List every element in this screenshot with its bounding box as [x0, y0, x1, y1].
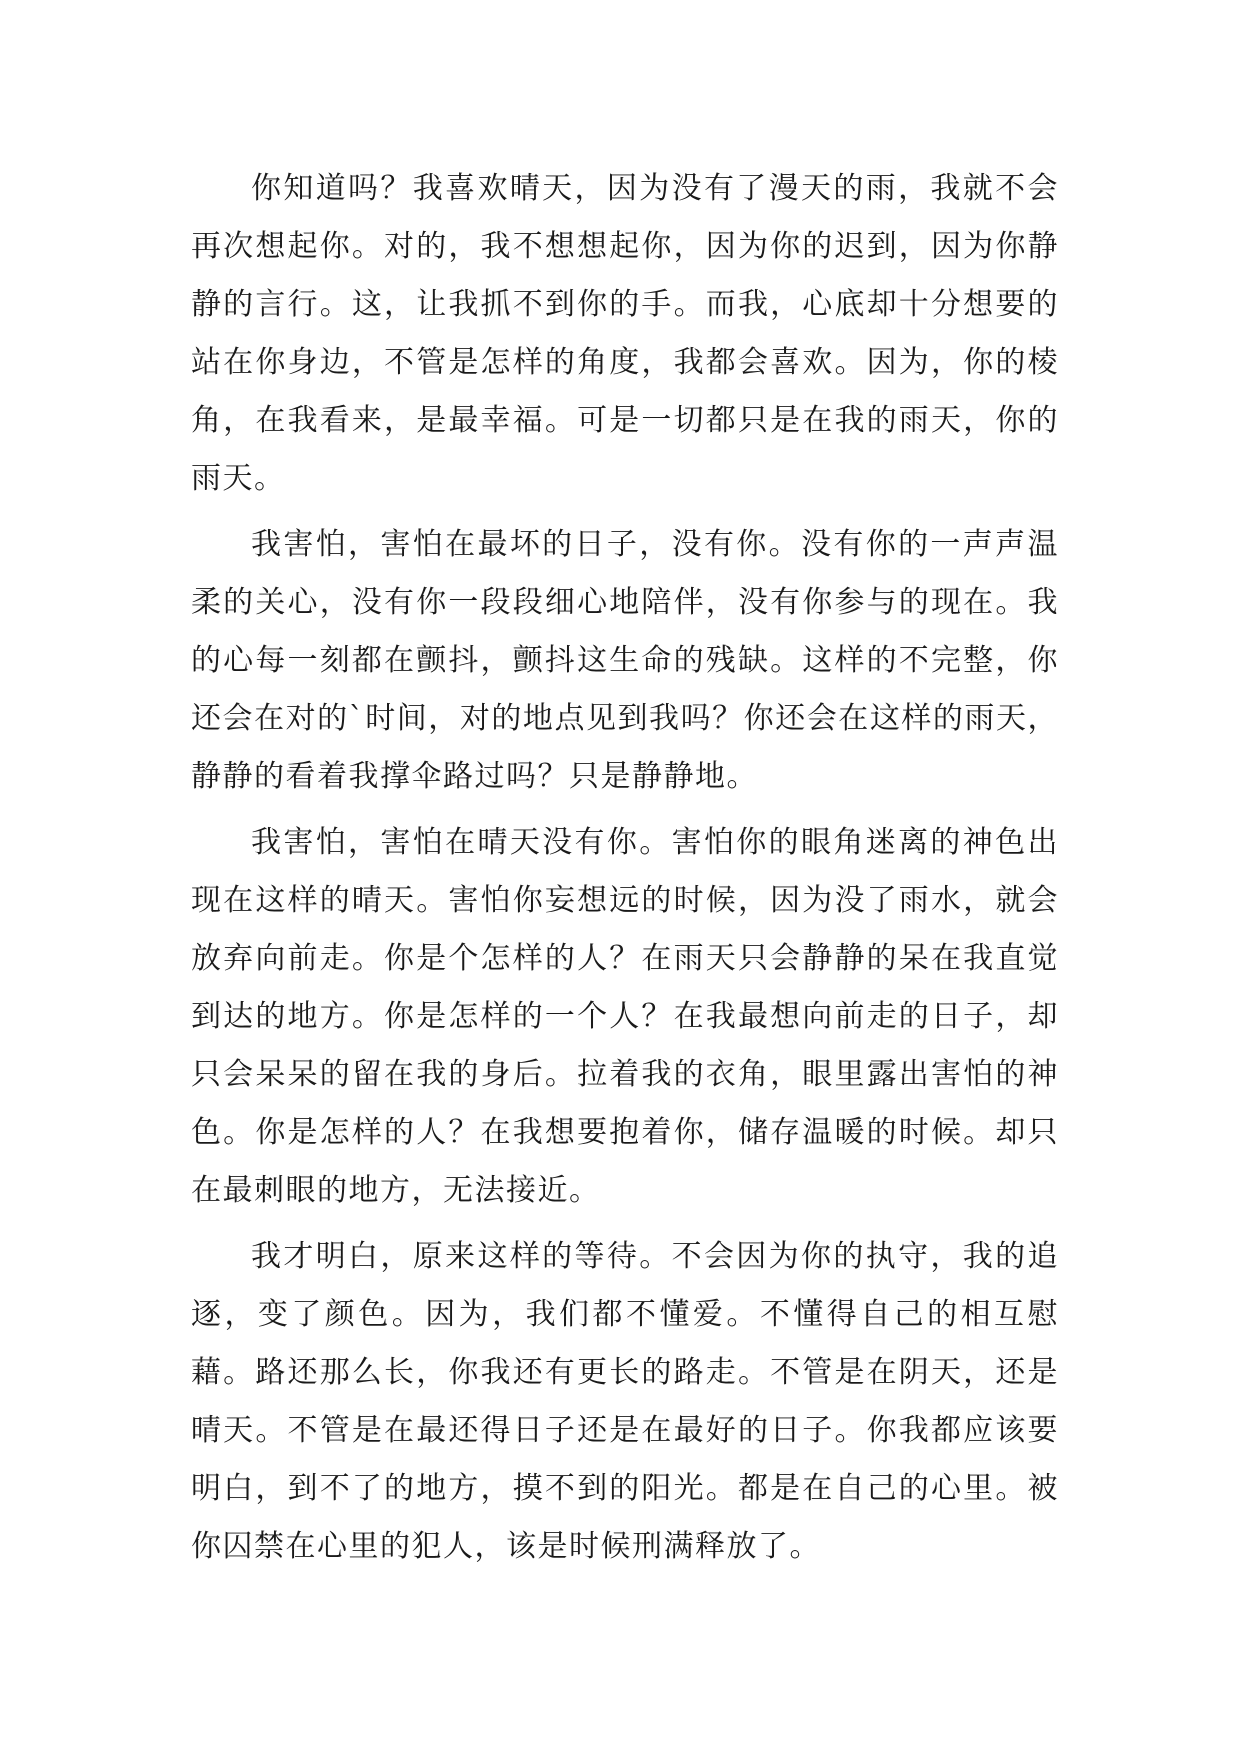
- paragraph-2: 我害怕，害怕在最坏的日子，没有你。没有你的一声声温柔的关心，没有你一段段细心地陪伴，没有你参与的现在。我的心每一刻都在颤抖，颤抖这生命的残缺。这样的不完整，你还会在对的`时间，对的地点见到我吗？你还会在这样的雨天，静静的看着我撑伞路过吗？只是静静地。: [191, 527, 1059, 794]
- paragraph-4: 我才明白，原来这样的等待。不会因为你的执守，我的追逐，变了颜色。因为，我们都不懂爱。不懂得自己的相互慰藉。路还那么长，你我还有更长的路走。不管是在阴天，还是晴天。不管是在最还得日子还是在最好的日子。你我都应该要明白，到不了的地方，摸不到的阳光。都是在自己的心里。被你囚禁在心里的犯人，该是时候刑满释放了。: [191, 1239, 1059, 1564]
- paragraph-1: 你知道吗？我喜欢晴天，因为没有了漫天的雨，我就不会再次想起你。对的，我不想想起你，因为你的迟到，因为你静静的言行。这，让我抓不到你的手。而我，心底却十分想要的站在你身边，不管是怎样的角度，我都会喜欢。因为，你的棱角，在我看来，是最幸福。可是一切都只是在我的雨天，你的雨天。: [191, 171, 1059, 496]
- paragraph-3: 我害怕，害怕在晴天没有你。害怕你的眼角迷离的神色出现在这样的晴天。害怕你妄想远的时候，因为没了雨水，就会放弃向前走。你是个怎样的人？在雨天只会静静的呆在我直觉到达的地方。你是怎样的一个人？在我最想向前走的日子，却只会呆呆的留在我的身后。拉着我的衣角，眼里露出害怕的神色。你是怎样的人？在我想要抱着你，储存温暖的时候。却只在最刺眼的地方，无法接近。: [191, 825, 1059, 1208]
- document-body: [191, 160, 1059, 1584]
